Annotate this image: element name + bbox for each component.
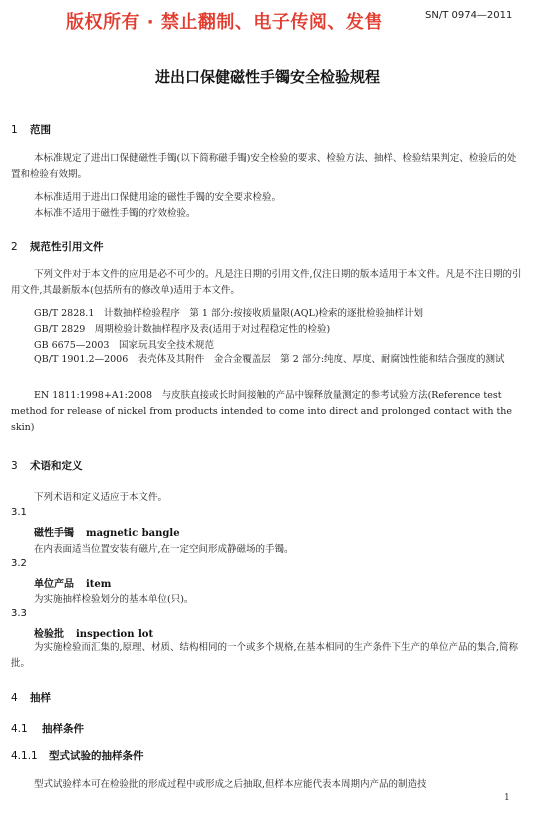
reference-item: GB 6675—2003 国家玩具安全技术规范: [34, 340, 214, 351]
subsection-4-1-1-heading: [11, 748, 144, 763]
subsection-title: 抽样条件: [42, 723, 84, 735]
reference-item: GB/T 2828.1 计数抽样检验程序 第 1 部分:按接收质量限(AQL)检索的逐批检验抽样计划: [34, 308, 424, 319]
term-definition: 为实施检验而汇集的,原理、材质、结构相同的一个或多个规格,在基本相同的生产条件下生产的单位产品的集合,简称批。: [11, 642, 519, 669]
term-en: magnetic bangle: [86, 528, 180, 539]
section-number: 2: [11, 241, 18, 253]
paragraph: 型式试验样本可在检验批的形成过程中或形成之后抽取,但样本应能代表本周期内产品的制造技: [34, 779, 427, 790]
document-title: 进出口保健磁性手镯安全检验规程: [154, 68, 380, 86]
term-number: 3.3: [11, 608, 27, 619]
term-zh: 磁性手镯: [34, 528, 74, 539]
standard-number: SN/T 0974—2011: [425, 10, 513, 21]
page-number: 1: [504, 793, 510, 803]
term-definition: 为实施抽样检验划分的基本单位(只)。: [34, 594, 194, 605]
term-heading: [34, 625, 153, 640]
copyright-banner: 版权所有 · 禁止翻制、电子传阅、发售: [66, 12, 383, 33]
term-zh: 检验批: [34, 629, 64, 640]
section-number: 1: [11, 124, 18, 136]
term-number: 3.1: [11, 507, 27, 518]
term-zh: 单位产品: [34, 579, 74, 590]
section-number: 3: [11, 460, 18, 472]
paragraph: 本标准不适用于磁性手镯的疗效检验。: [34, 208, 196, 219]
term-en: inspection lot: [76, 629, 154, 640]
section-title: 规范性引用文件: [30, 241, 104, 253]
subsection-4-1-heading: [11, 721, 84, 736]
section-3-heading: [11, 458, 83, 473]
paragraph: 本标准规定了进出口保健磁性手镯(以下简称磁手镯)安全检验的要求、检验方法、抽样、检验结果判定、检验后的处置和检验有效期。: [11, 153, 517, 180]
section-2-heading: [11, 239, 104, 254]
subsection-number: 4.1: [11, 723, 28, 735]
reference-item: GB/T 2829 周期检验计数抽样程序及表(适用于对过程稳定性的检验): [34, 324, 331, 335]
section-title: 术语和定义: [30, 460, 83, 472]
subsection-number: 4.1.1: [11, 750, 38, 762]
reference-item: QB/T 1901.2—2006 表壳体及其附件 金合金覆盖层 第 2 部分:纯度、厚度、耐腐蚀性能和结合强度的测试: [34, 354, 505, 365]
paragraph: 本标准适用于进出口保健用途的磁性手镯的安全要求检验。: [34, 192, 282, 203]
term-definition: 在内表面适当位置安装有磁片,在一定空间形成静磁场的手镯。: [34, 544, 294, 555]
section-number: 4: [11, 692, 18, 704]
term-heading: [34, 575, 111, 590]
paragraph: 下列文件对于本文件的应用是必不可少的。凡是注日期的引用文件,仅注日期的版本适用于本文件。凡是不注日期的引用文件,其最新版本(包括所有的修改单)适用于本文件。: [11, 269, 522, 296]
section-4-heading: [11, 690, 51, 705]
section-title: 抽样: [30, 692, 51, 704]
term-number: 3.2: [11, 558, 27, 569]
paragraph: 下列术语和定义适应于本文件。: [34, 492, 168, 503]
term-en: item: [86, 579, 112, 590]
section-1-heading: [11, 122, 51, 137]
subsection-title: 型式试验的抽样条件: [49, 750, 144, 762]
reference-item: EN 1811:1998+A1:2008 与皮肤直接或长时间接触的产品中镍释放量测定的参考试验方法(Reference test method for release of nickel from products intended to come into direct and prolonged contact with the skin): [11, 390, 513, 433]
section-title: 范围: [30, 124, 51, 136]
term-heading: [34, 524, 180, 539]
